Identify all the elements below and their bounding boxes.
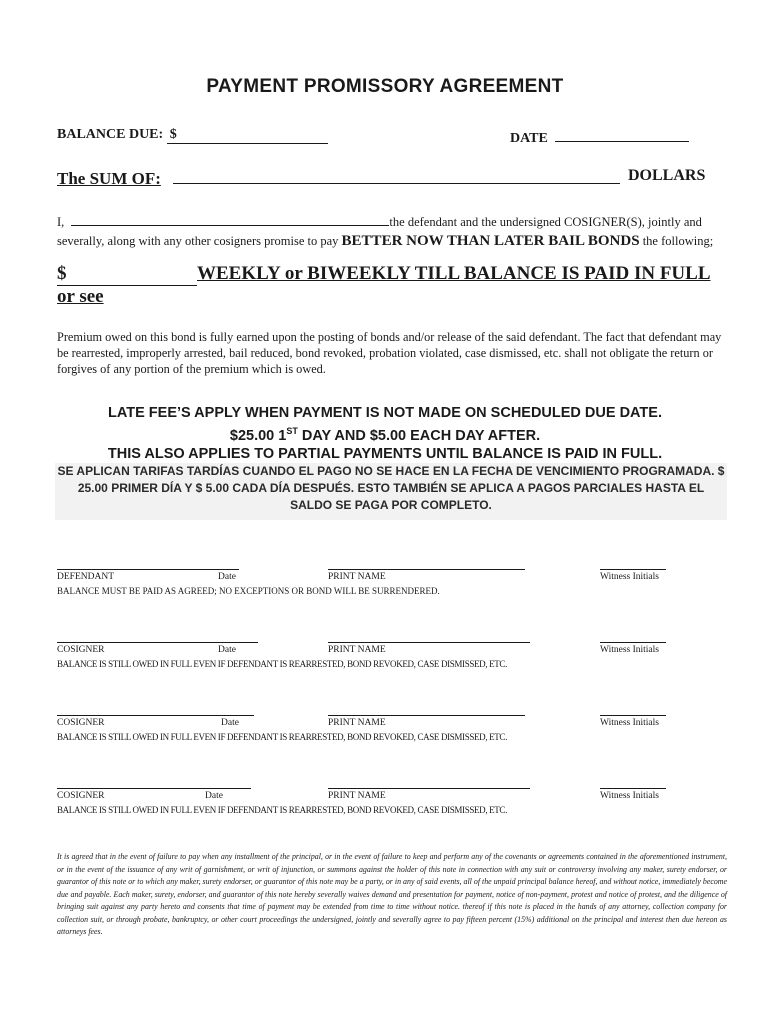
cosigner1-signature-line[interactable] (57, 642, 258, 643)
undertaking-prefix: I, (57, 215, 65, 229)
cosigner1-print-name-label: PRINT NAME (328, 645, 386, 655)
legal-fine-print: It is agreed that in the event of failure to pay when any installment of the principal, or in the event of failure to keep and perform any of the covenants or agreements contained in the aforementioned instrument, or in the event of the issuance of any writ of garnishment, or writ of injunction, or summons against the holder of this note in connection with any suit or controversy involving any maker, surety endorser, or guarantor of this note or to which any maker, surety endorser, or guarantor of this note may be a party, or in any of said events, all of the unpaid principal balance hereof, and without notice, immediately become due and payable. Each maker, surety, endorser, and guarantor of this note hereby severally waives demand and presentation for payment, notice of non-payment, protest and notice of protest, and the diligence of bringing suit against any party hereto and consents that time of payment may be extended from time to time without notice. thereof if this note is placed in the hands of any attorney, collection company for collection suit, or through probate, bankruptcy, or other court proceedings the undersigned, jointly and severally agree to pay fifteen percent (15%) additional on the principal and interest then due hereon as attorneys fees. (57, 852, 727, 936)
company-name: BETTER NOW THAN LATER BAIL BONDS (341, 233, 640, 249)
balance-due-symbol: $ (169, 127, 177, 142)
defendant-note: BALANCE MUST BE PAID AS AGREED; NO EXCEPTIONS OR BOND WILL BE SURRENDERED. (57, 586, 440, 596)
cosigner3-date-label: Date (205, 791, 223, 801)
date-field[interactable] (555, 127, 689, 142)
cosigner2-print-name-label: PRINT NAME (328, 718, 386, 728)
late-fee-line2 (0, 422, 770, 445)
cosigner3-witness-initials-line[interactable] (600, 788, 666, 789)
defendant-signature-line[interactable] (57, 569, 239, 570)
payment-row (57, 263, 722, 308)
premium-paragraph: Premium owed on this bond is fully earned upon the posting of bonds and/or release of the said defendant. The fact that defendant may be rearrested, improperly arrested, bail reduced, bond revoked, probation violated, case dismissed, etc. shall not obligate the return or forgives of any portion of the premium which is owed. (57, 330, 722, 376)
late-fee-line3: THIS ALSO APPLIES TO PARTIAL PAYMENTS UNTIL BALANCE IS PAID IN FULL. (107, 445, 663, 462)
cosigner3-print-name-line[interactable] (328, 788, 530, 789)
cosigner2-date-label: Date (221, 718, 239, 728)
date-label: DATE (510, 131, 548, 146)
undertaking-paragraph (57, 212, 722, 251)
cosigner3-role-label: COSIGNER (57, 791, 105, 801)
dollars-label: DOLLARS (628, 167, 706, 184)
defendant-role-label: DEFENDANT (57, 572, 114, 582)
balance-due-row (57, 127, 328, 144)
undertaking-text-a: the defendant and the undersigned COSIGNER(S), jointly and severally, along with any other cosigners promise to pay (57, 215, 702, 248)
cosigner3-print-name-label: PRINT NAME (328, 791, 386, 801)
late-fee-spanish: SE APLICAN TARIFAS TARDÍAS CUANDO EL PAGO NO SE HACE EN LA FECHA DE VENCIMIENTO PROGRAMADA. $ 25.00 PRIMER DÍA Y $ 5.00 CADA DÍA DESPUÉS. ESTO TAMBIÉN SE APLICA A PAGOS PARCIALES HASTA EL SALDO SE PAGA POR COMPLETO. (55, 463, 727, 520)
cosigner2-note: BALANCE IS STILL OWED IN FULL EVEN IF DEFENDANT IS REARRESTED, BOND REVOKED, CASE DISMISSED, ETC. (57, 732, 507, 742)
late-fee-line2-sup: ST (286, 426, 298, 436)
defendant-print-name-line[interactable] (328, 569, 525, 570)
payment-amount-field[interactable] (57, 263, 197, 286)
balance-due-label: BALANCE DUE: (57, 127, 164, 142)
cosigner1-witness-label: Witness Initials (600, 645, 659, 655)
cosigner1-print-name-line[interactable] (328, 642, 530, 643)
defendant-witness-initials-line[interactable] (600, 569, 666, 570)
balance-due-field[interactable] (167, 127, 328, 144)
cosigner2-witness-initials-line[interactable] (600, 715, 666, 716)
date-row (510, 127, 689, 147)
cosigner1-witness-initials-line[interactable] (600, 642, 666, 643)
cosigner3-note: BALANCE IS STILL OWED IN FULL EVEN IF DEFENDANT IS REARRESTED, BOND REVOKED, CASE DISMISSED, ETC. (57, 805, 507, 815)
payment-terms: WEEKLY or BIWEEKLY TILL BALANCE IS PAID IN FULL or see (57, 263, 711, 307)
document-title: PAYMENT PROMISSORY AGREEMENT (206, 76, 564, 97)
payment-symbol: $ (57, 263, 67, 284)
undertaking-text-b: the following; (642, 234, 714, 248)
defendant-witness-label: Witness Initials (600, 572, 659, 582)
defendant-name-field[interactable] (71, 212, 389, 226)
defendant-print-name-label: PRINT NAME (328, 572, 386, 582)
cosigner2-print-name-line[interactable] (328, 715, 525, 716)
cosigner3-witness-label: Witness Initials (600, 791, 659, 801)
late-fee-line2-b: DAY AND $5.00 EACH DAY AFTER. (297, 427, 541, 444)
sum-field[interactable] (173, 167, 620, 184)
late-fee-notice (0, 404, 770, 463)
sum-row (57, 167, 620, 189)
defendant-date-label: Date (218, 572, 236, 582)
cosigner1-role-label: COSIGNER (57, 645, 105, 655)
cosigner3-signature-line[interactable] (57, 788, 251, 789)
cosigner2-role-label: COSIGNER (57, 718, 105, 728)
late-fee-line1: LATE FEE’S APPLY WHEN PAYMENT IS NOT MADE ON SCHEDULED DUE DATE. (107, 405, 662, 421)
cosigner1-note: BALANCE IS STILL OWED IN FULL EVEN IF DEFENDANT IS REARRESTED, BOND REVOKED, CASE DISMISSED, ETC. (57, 659, 507, 669)
sum-label: The SUM OF: (57, 169, 161, 188)
cosigner1-date-label: Date (218, 645, 236, 655)
cosigner2-signature-line[interactable] (57, 715, 254, 716)
late-fee-line2-a: $25.00 1 (229, 427, 287, 444)
cosigner2-witness-label: Witness Initials (600, 718, 659, 728)
